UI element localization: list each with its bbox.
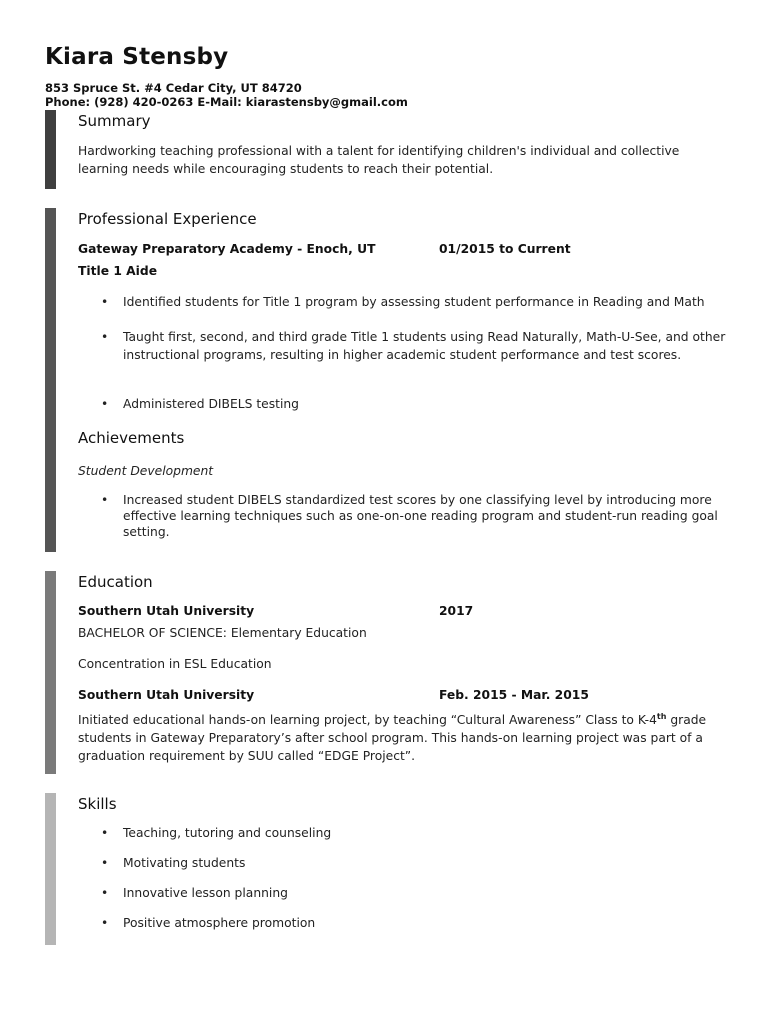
list-item [78, 294, 728, 312]
skill-text: Motivating students [123, 856, 246, 870]
skill-text: Positive atmosphere promotion [123, 916, 316, 930]
achievements-heading: Achievements [78, 429, 185, 447]
education-description-part: Initiated educational hands-on learning project, by teaching “Cultural Awareness” Class to K-4 [78, 713, 657, 728]
experience-bullet-text: Identified students for Title 1 program by assessing student performance in Reading and Math [123, 295, 705, 309]
education-description [78, 708, 723, 765]
education-note: Concentration in ESL Education [78, 657, 272, 671]
experience-bullet-text: Administered DIBELS testing [123, 397, 299, 411]
summary-text: Hardworking teaching professional with a talent for identifying children's individual and collective learning needs while encouraging students to reach their potential. [78, 144, 680, 176]
bullet-icon: • [101, 330, 109, 344]
skill-text: Teaching, tutoring and counseling [123, 826, 332, 840]
experience-heading: Professional Experience [78, 210, 257, 228]
list-item [78, 328, 728, 364]
experience-section-bar [45, 208, 56, 552]
summary-heading: Summary [78, 112, 151, 130]
experience-title: Title 1 Aide [78, 264, 158, 278]
list-item [78, 825, 728, 843]
contact-phone-email: Phone: (928) 420-0263 E-Mail: kiarastensby@gmail.com [45, 95, 408, 109]
experience-bullet-text: Taught first, second, and third grade Title 1 students using Read Naturally, Math-U-See, and other instructional programs, resulting in higher academic student performance and test scores. [123, 330, 726, 362]
list-item [78, 855, 728, 873]
education-date: 2017 [439, 604, 474, 618]
education-school: Southern Utah University [78, 688, 255, 702]
bullet-icon: • [101, 856, 109, 870]
bullet-icon: • [101, 916, 109, 930]
education-date: Feb. 2015 - Mar. 2015 [439, 688, 589, 702]
achievement-bullet-text: Increased student DIBELS standardized test scores by one classifying level by introducing more effective learning techniques such as one-on-one reading program and student-run reading goal setting. [123, 493, 718, 539]
skills-section-bar [45, 793, 56, 945]
candidate-name: Kiara Stensby [45, 44, 229, 70]
bullet-icon: • [101, 826, 109, 840]
list-item [78, 885, 728, 903]
contact-address: 853 Spruce St. #4 Cedar City, UT 84720 [45, 81, 302, 95]
education-section-bar [45, 571, 56, 774]
bullet-icon: • [101, 886, 109, 900]
education-description-superscript: th [656, 712, 667, 721]
education-heading: Education [78, 573, 153, 591]
list-item [78, 915, 728, 933]
achievements-subheading: Student Development [78, 464, 214, 478]
list-item [78, 396, 728, 414]
education-school: Southern Utah University [78, 604, 255, 618]
skills-heading: Skills [78, 795, 117, 813]
education-description-part: grade students in Gateway Preparatory’s after school program. This hands-on learning project was part of a graduation requirement by SUU called “EDGE Project”. [78, 713, 707, 764]
experience-employer: Gateway Preparatory Academy - Enoch, UT [78, 242, 376, 256]
experience-dates: 01/2015 to Current [439, 242, 571, 256]
bullet-icon: • [101, 493, 109, 507]
list-item [78, 492, 728, 540]
education-degree: BACHELOR OF SCIENCE: Elementary Education [78, 626, 367, 640]
skill-text: Innovative lesson planning [123, 886, 288, 900]
summary-section-bar [45, 110, 56, 189]
bullet-icon: • [101, 397, 109, 411]
bullet-icon: • [101, 295, 109, 309]
